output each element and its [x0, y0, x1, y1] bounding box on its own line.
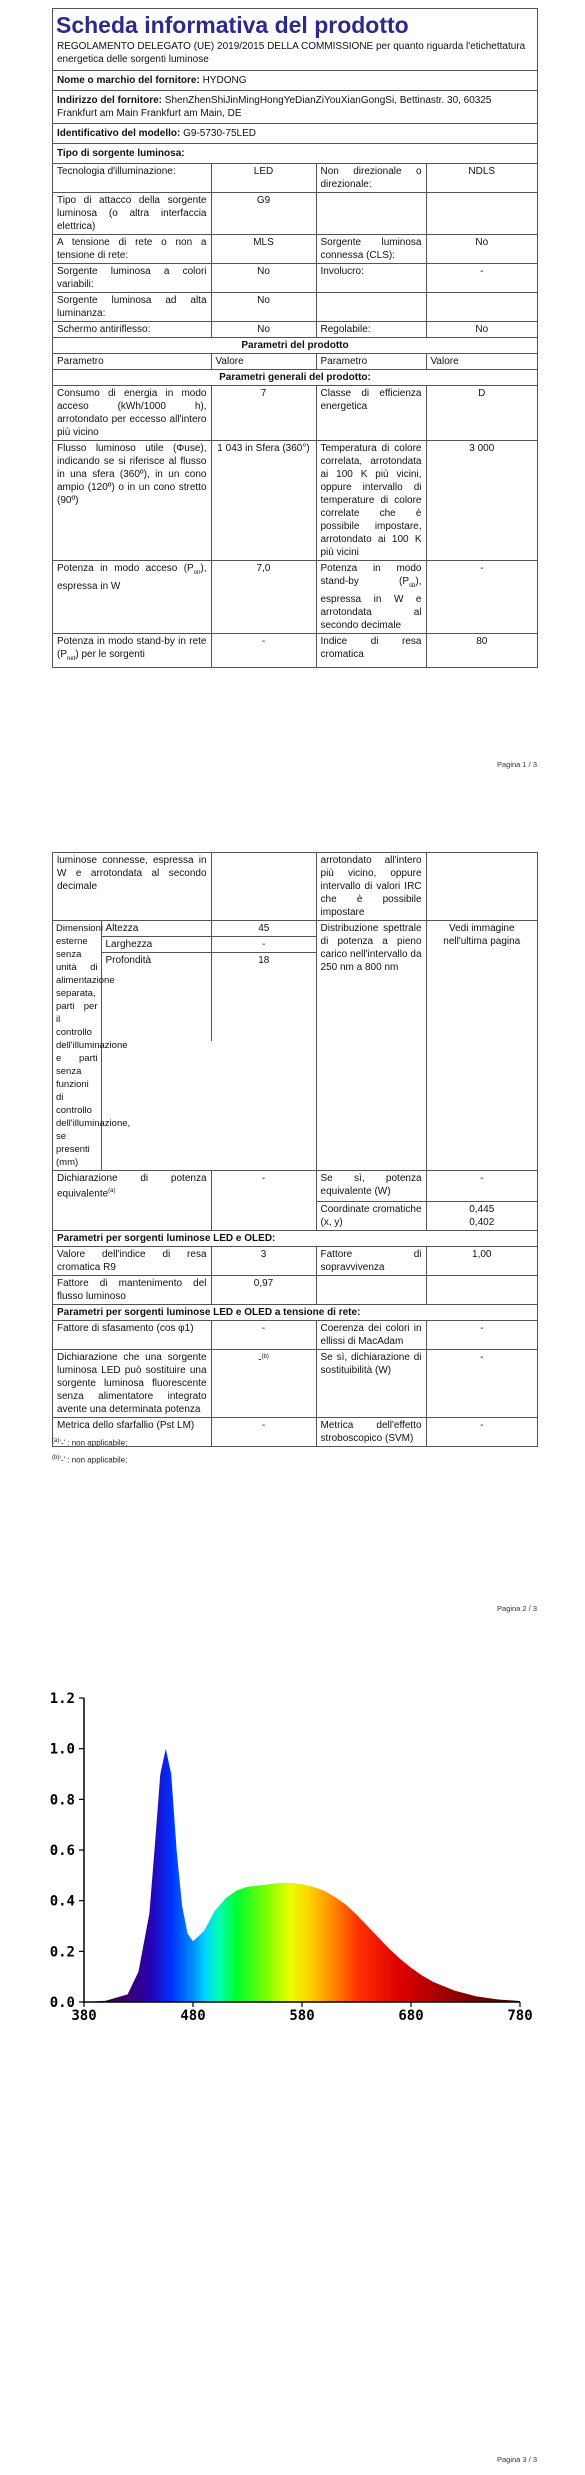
spectrum-area: [84, 1749, 520, 2002]
equivalent-power-row: [53, 1171, 537, 1202]
address-label: Indirizzo del fornitore:: [57, 95, 162, 106]
params-header: Parametri del prodotto: [53, 338, 537, 354]
page-title: Scheda informativa del prodotto: [56, 12, 409, 38]
supplier-row: [53, 71, 537, 91]
footnote-a: $^{(a)}$'-' : non applicabile;: [52, 1438, 128, 1448]
spectral-value: Vedi immagine nell'ultima pagina: [426, 921, 537, 1171]
x-tick-label: 380: [71, 2008, 97, 2020]
param-value: 3: [211, 1246, 316, 1275]
continued-left-value: [211, 853, 316, 921]
param-value: 3 000: [426, 441, 537, 561]
param-label: Schermo antiriflesso:: [53, 322, 211, 338]
param-value: 7: [211, 386, 316, 441]
param-value: 0,97: [211, 1275, 316, 1304]
param-label: Temperatura di colore correlata, arrotondata ai 100 K più vicini, oppure intervallo di temperature di colore correlate che è possibile impostare, arrotondato ai 100 K più vicini: [316, 441, 426, 561]
dimensions-cell: [101, 921, 316, 1171]
page-2: [0, 780, 585, 1620]
table-row: [53, 322, 537, 338]
product-info-sheet: [52, 8, 538, 668]
param-value: No: [211, 322, 316, 338]
y-tick-label: 0.0: [49, 1995, 75, 2011]
param-value: -$^{(b)}$: [211, 1349, 316, 1417]
param-value: 1 043 in Sfera (360°): [211, 441, 316, 561]
footnotes: [52, 1434, 127, 1467]
dimension-name: Altezza: [102, 921, 212, 937]
y-tick-label: 1.2: [49, 1691, 75, 1707]
param-label: Sorgente luminosa ad alta luminanza:: [53, 293, 211, 322]
dimension-row: [102, 921, 316, 937]
param-value: [426, 1275, 537, 1304]
col-header-value: Valore: [211, 354, 316, 370]
continued-right-value: [426, 853, 537, 921]
param-value: No: [211, 293, 316, 322]
params-table: [53, 337, 537, 667]
param-label: Classe di efficienza energetica: [316, 386, 426, 441]
dimensions-label: Dimensioni esterne senza unità di alimentazione separata, parti per il controllo dell'illuminazione e parti senza funzioni di controllo dell'illuminazione, se presenti (mm): [53, 921, 101, 1171]
dimension-name: Profondità: [102, 953, 212, 1041]
source-type-label: Tipo di sorgente luminosa:: [57, 148, 185, 159]
param-value: MLS: [211, 235, 316, 264]
equivalent-watt-value: -: [426, 1171, 537, 1202]
supplier-label: Nome o marchio del fornitore:: [57, 75, 200, 86]
continued-left-text: luminose connesse, espressa in W e arrotondata al secondo decimale: [57, 855, 207, 892]
param-value: -: [211, 1320, 316, 1349]
dimension-value: -: [212, 937, 316, 953]
param-value: [426, 293, 537, 322]
param-label: Tecnologia d'illuminazione:: [53, 164, 211, 193]
param-label: [316, 1275, 426, 1304]
param-value: No: [426, 235, 537, 264]
param-label: Potenza in modo stand-by $(P_{sb})$, espressa in W e arrotondata al secondo decimale: [316, 561, 426, 634]
general-params-header: Parametri generali del prodotto:: [53, 370, 537, 386]
param-label: Fattore di sopravvivenza: [316, 1246, 426, 1275]
col-header-value: Valore: [426, 354, 537, 370]
col-header-param: Parametro: [53, 354, 211, 370]
param-label: Consumo di energia in modo acceso (kWh/1000 h), arrotondato per eccesso all'intero più vicino: [53, 386, 211, 441]
table-row: [53, 634, 537, 668]
param-label: Se sì, dichiarazione di sostituibilità (W): [316, 1349, 426, 1417]
equivalent-power-value: -: [211, 1171, 316, 1202]
param-label: Sorgente luminosa connessa (CLS):: [316, 235, 426, 264]
page-1: [0, 0, 585, 780]
param-label: Tipo di attacco della sorgente luminosa (o altra interfaccia elettrica): [53, 193, 211, 235]
dimension-row: [102, 953, 316, 1041]
x-tick-label: 680: [398, 2008, 424, 2020]
x-tick-label: 580: [289, 2008, 315, 2020]
col-header-param: Parametro: [316, 354, 426, 370]
table-row: [53, 193, 537, 235]
param-value: -: [426, 1320, 537, 1349]
chromaticity-y: 0,402: [469, 1216, 495, 1228]
param-label: Flusso luminoso utile (Φuse), indicando se si riferisce al flusso in una sfera (360º), in un cono ampio (120º) o in un cono stretto (90º): [53, 441, 211, 561]
params-table-continued: [53, 853, 537, 1446]
param-value: LED: [211, 164, 316, 193]
footnote-b: $^{(b)}$'-' : non applicabile;: [52, 1454, 128, 1465]
spectral-label: Distribuzione spettrale di potenza a pieno carico nell'intervallo da 250 nm a 800 nm: [316, 921, 426, 1171]
address-value: ShenZhenShiJinMingHongYeDianZiYouXianGongSi, Bettinastr. 30, 60325 Frankfurt am Main Frankfurt am Main, DE: [57, 95, 492, 119]
product-info-sheet-continued: [52, 852, 538, 1447]
dimension-row: [102, 937, 316, 953]
chromaticity-x: 0,445: [469, 1203, 495, 1215]
param-value: D: [426, 386, 537, 441]
source-type-row: [53, 144, 537, 163]
param-label: Valore dell'indice di resa cromatica R9: [53, 1246, 211, 1275]
param-value: -: [426, 561, 537, 634]
table-row: [53, 1320, 537, 1349]
dimensions-row: [53, 921, 537, 1171]
param-label: Sorgente luminosa a colori variabili:: [53, 264, 211, 293]
param-label: Metrica dell'effetto stroboscopico (SVM): [316, 1417, 426, 1446]
param-label: Regolabile:: [316, 322, 426, 338]
table-row: [53, 264, 537, 293]
y-tick-label: 0.2: [49, 1944, 75, 1961]
param-label: [316, 293, 426, 322]
x-tick-label: 780: [507, 2008, 533, 2020]
dimension-name: Larghezza: [102, 937, 212, 953]
param-label: Potenza in modo stand-by in rete $(P_{net})$ per le sorgenti: [53, 634, 211, 668]
param-label: Indice di resa cromatica: [316, 634, 426, 668]
param-value: -: [211, 634, 316, 668]
param-label: Coerenza dei colori in ellissi di MacAdam: [316, 1320, 426, 1349]
x-tick-label: 480: [180, 2008, 206, 2020]
address-row: [53, 91, 537, 124]
param-value: 80: [426, 634, 537, 668]
mains-params-header: Parametri per sorgenti luminose LED e OLED a tensione di rete:: [53, 1304, 537, 1320]
params-col-headers: [53, 354, 537, 370]
footnote-mark: (a): [108, 1188, 116, 1194]
table-row: [53, 164, 537, 193]
param-value: -: [426, 264, 537, 293]
equivalent-watt-label: Se sì, potenza equivalente (W): [316, 1171, 426, 1202]
param-label: A tensione di rete o non a tensione di rete:: [53, 235, 211, 264]
y-tick-label: 0.8: [49, 1792, 75, 1809]
model-row: [53, 124, 537, 144]
chromaticity-label: Coordinate cromatiche (x, y): [316, 1201, 426, 1230]
dimension-value: 18: [212, 953, 316, 1041]
y-tick-label: 0.6: [49, 1843, 75, 1859]
table-row: [53, 235, 537, 264]
param-value: NDLS: [426, 164, 537, 193]
param-label: Fattore di mantenimento del flusso luminoso: [53, 1275, 211, 1304]
param-label: Fattore di sfasamento (cos φ1): [53, 1320, 211, 1349]
page-3: [0, 1620, 585, 2475]
table-row: [53, 386, 537, 441]
y-tick-label: 0.4: [49, 1893, 75, 1910]
param-label: [316, 193, 426, 235]
source-type-table: [53, 163, 537, 337]
page-number: Pagina 3 / 3: [496, 2455, 537, 2464]
param-label: Non direzionale o direzionale:: [316, 164, 426, 193]
table-row: [53, 561, 537, 634]
chromaticity-row: [53, 1201, 537, 1230]
param-label: Potenza in modo acceso $(P_{on})$, espressa in W: [53, 561, 211, 634]
regulation-text: REGOLAMENTO DELEGATO (UE) 2019/2015 DELLA COMMISSIONE per quanto riguarda l'etichettatura energetica delle sorgenti luminose: [53, 40, 537, 71]
param-value: No: [211, 264, 316, 293]
equivalent-power-label: [53, 1171, 211, 1202]
chromaticity-values: [426, 1201, 537, 1230]
param-value: No: [426, 322, 537, 338]
continued-row: [53, 853, 537, 921]
param-value: 1,00: [426, 1246, 537, 1275]
param-label: Involucro:: [316, 264, 426, 293]
continued-right-text: arrotondato all'intero più vicino, oppure intervallo di valori IRC che è possibile impostare: [316, 853, 426, 921]
supplier-value: HYDONG: [202, 75, 247, 86]
dimensions-table: [102, 921, 316, 1041]
table-row: [53, 293, 537, 322]
table-row: [53, 1246, 537, 1275]
page-number: Pagina 1 / 3: [496, 760, 537, 769]
y-tick-label: 1.0: [49, 1741, 75, 1758]
led-params-header: Parametri per sorgenti luminose LED e OLED:: [53, 1230, 537, 1246]
param-value: -: [426, 1417, 537, 1446]
param-label: Dichiarazione che una sorgente luminosa LED può sostituire una sorgente luminosa fluorescente senza alimentatore integrato avente una determinata potenza: [53, 1349, 211, 1417]
param-value: [426, 193, 537, 235]
param-value: G9: [211, 193, 316, 235]
param-label: Metrica dello sfarfallio (Pst LM): [53, 1417, 211, 1446]
page-number: Pagina 2 / 3: [496, 1604, 537, 1613]
param-value: 7,0: [211, 561, 316, 634]
model-label: Identificativo del modello:: [57, 128, 181, 139]
dimension-value: 45: [212, 921, 316, 937]
table-row: [53, 1349, 537, 1417]
param-value: -: [211, 1417, 316, 1446]
spectral-power-chart: [0, 1620, 585, 2020]
model-value: G9-5730-75LED: [183, 128, 256, 139]
table-row: [53, 1275, 537, 1304]
table-row: [53, 441, 537, 561]
equivalent-power-text: Dichiarazione di potenza equivalente: [57, 1173, 207, 1200]
param-value: -: [426, 1349, 537, 1417]
